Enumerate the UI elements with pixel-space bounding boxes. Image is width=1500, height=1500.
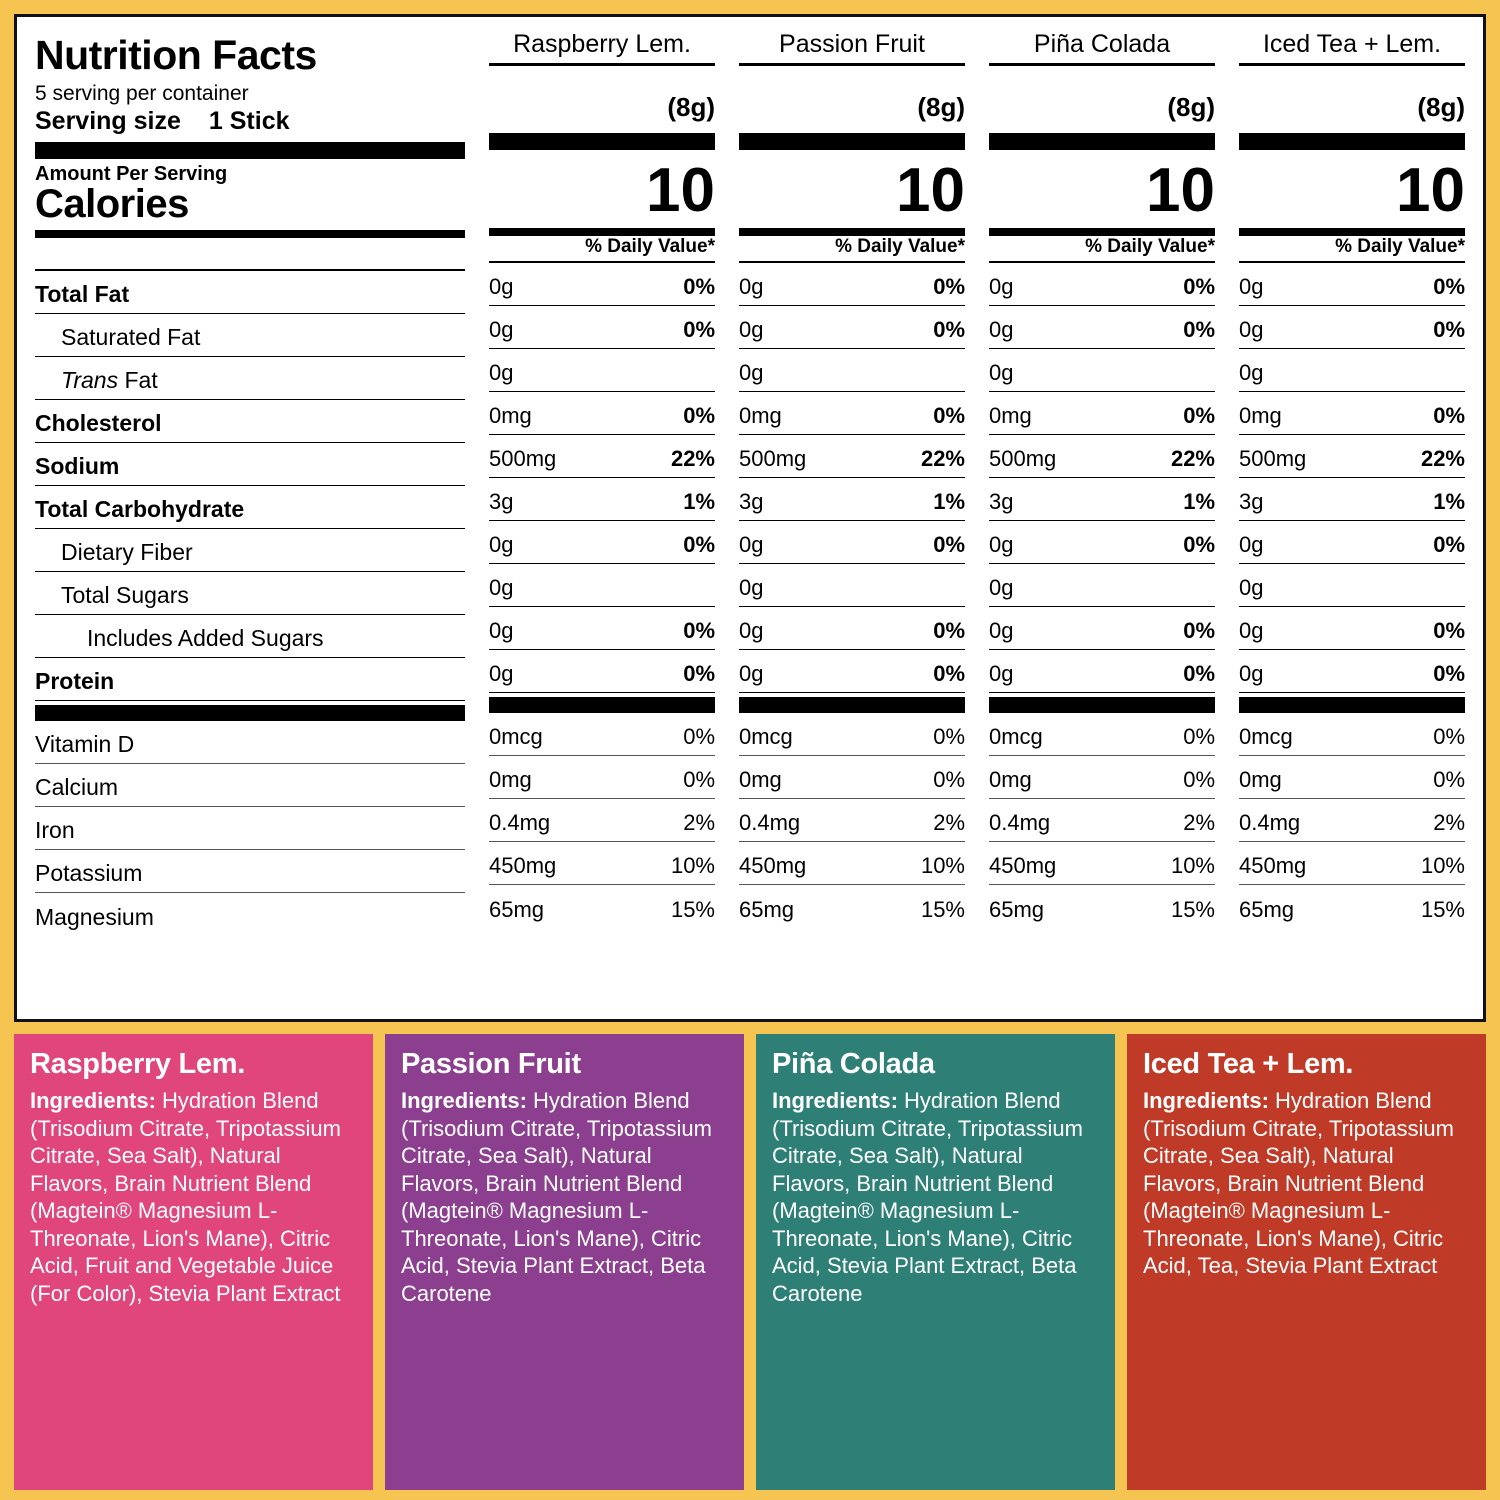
micronutrient-daily-value: 2% [1183,809,1215,835]
nutrient-value-list [989,263,1215,693]
nutrient-amount: 0g [989,660,1014,686]
serving-size-value: 1 Stick [208,107,290,136]
nutrient-value-row [1239,478,1465,521]
nutrient-value-row [739,650,965,693]
micronutrient-daily-value: 0% [933,723,965,749]
nutrient-value-row [489,607,715,650]
nutrient-amount: 0mg [989,402,1032,428]
divider-thick-top [35,142,465,159]
nutrient-label: Trans Fat [61,367,158,394]
nutrient-value-row [1239,521,1465,564]
nutrient-row [35,658,465,701]
nutrient-label: Total Sugars [61,582,189,609]
nutrient-value-row [739,306,965,349]
nutrient-value-row [989,607,1215,650]
nutrient-label: Sodium [35,453,120,480]
micronutrient-row [35,807,465,850]
nutrient-value-row [989,521,1215,564]
micronutrient-row [35,721,465,764]
nutrient-value-row [1239,564,1465,607]
nutrient-row [35,357,465,400]
ingredients-label: Ingredients: [401,1088,527,1113]
ingredient-card-title: Piña Colada [772,1048,935,1080]
nutrient-amount: 0g [989,574,1014,600]
nutrient-amount: 3g [489,488,514,514]
nutrient-row [35,529,465,572]
ingredient-card-title: Raspberry Lem. [30,1048,245,1080]
nutrient-daily-value: 22% [1170,445,1215,471]
nutrient-daily-value: 1% [683,488,715,514]
nutrient-value-row [989,392,1215,435]
nutrient-amount: 0g [489,574,514,600]
micronutrient-daily-value: 15% [670,896,715,922]
micronutrient-amount: 0mg [489,766,532,792]
micronutrient-label: Potassium [35,860,143,887]
nutrient-amount: 0g [489,531,514,557]
nutrient-daily-value: 0% [933,273,965,299]
nutrient-amount: 500mg [739,445,807,471]
nutrient-value-row [739,478,965,521]
divider-under-calories [35,230,465,238]
micronutrient-value-row [989,756,1215,799]
nutrient-value-row [489,650,715,693]
nutrient-daily-value: 0% [683,531,715,557]
nutrient-daily-value: 0% [1433,273,1465,299]
nutrient-value-row [489,306,715,349]
micronutrient-daily-value: 0% [1433,723,1465,749]
flavor-name-header: Iced Tea + Lem. [1239,31,1465,66]
micronutrient-value-row [1239,842,1465,885]
divider-thick-before-micros [35,705,465,721]
flavor-column-pina-colada [965,31,1215,1009]
nutrient-amount: 0mg [1239,402,1282,428]
nutrient-row [35,486,465,529]
micronutrient-label: Calcium [35,774,119,801]
micronutrient-amount: 450mg [1239,852,1307,878]
flavor-column-iced-tea-lemonade [1215,31,1465,1009]
calories-label: Calories [35,182,189,227]
ingredient-card [756,1034,1115,1490]
nutrition-left-column [35,31,465,1009]
micronutrient-amount: 65mg [1239,896,1295,922]
nutrient-amount: 0g [739,617,764,643]
nutrient-row [35,572,465,615]
micronutrient-amount: 0mcg [489,723,543,749]
serving-size-label: Serving size [35,107,181,136]
nutrient-amount: 0g [739,574,764,600]
nutrient-value-row [739,392,965,435]
micronutrient-daily-value: 0% [1183,766,1215,792]
nutrient-daily-value: 0% [1183,660,1215,686]
nutrient-amount: 500mg [989,445,1057,471]
nutrient-value-row [1239,650,1465,693]
micronutrient-value-row [739,799,965,842]
calories-value: 10 [646,155,715,225]
micronutrient-value-row [1239,799,1465,842]
nutrient-amount: 0g [989,316,1014,342]
servings-per-container: 5 serving per container [35,82,249,105]
nutrient-daily-value: 22% [1420,445,1465,471]
nutrient-value-row [989,435,1215,478]
nutrient-label: Cholesterol [35,410,162,437]
micronutrient-label: Vitamin D [35,731,135,758]
micronutrient-value-row [989,885,1215,928]
divider-thick-before-micros [989,697,1215,713]
micronutrient-row [35,764,465,807]
nutrient-row [35,314,465,357]
daily-value-header: % Daily Value* [1085,235,1215,257]
micronutrient-value-row [1239,756,1465,799]
nutrient-value-row [1239,306,1465,349]
calories-value: 10 [1146,155,1215,225]
micronutrient-daily-value: 0% [933,766,965,792]
ingredients-label: Ingredients: [1143,1088,1269,1113]
nutrient-label: Saturated Fat [61,324,201,351]
nutrient-amount: 3g [989,488,1014,514]
micronutrient-value-list [739,713,965,928]
micronutrient-amount: 0mg [1239,766,1282,792]
micronutrient-daily-value: 10% [1420,852,1465,878]
nutrient-amount: 0g [989,531,1014,557]
ingredient-card-list [14,1034,1486,1490]
nutrient-value-row [739,564,965,607]
nutrient-label: Dietary Fiber [61,539,193,566]
micronutrient-value-row [489,756,715,799]
nutrient-daily-value: 0% [683,617,715,643]
nutrient-amount: 0g [1239,617,1264,643]
ingredient-card [1127,1034,1486,1490]
nutrient-value-row [989,650,1215,693]
ingredient-card-title: Passion Fruit [401,1048,581,1080]
nutrient-value-row [739,349,965,392]
page-title: Nutrition Facts [35,32,317,78]
nutrient-daily-value: 0% [1433,316,1465,342]
ingredient-card [385,1034,744,1490]
nutrient-label-list [35,271,465,701]
serving-weight: (8g) [1417,91,1465,122]
micronutrient-amount: 450mg [489,852,557,878]
nutrient-value-row [739,607,965,650]
nutrient-value-row [489,263,715,306]
micronutrient-amount: 0mcg [739,723,793,749]
ingredients-label: Ingredients: [772,1088,898,1113]
micronutrient-daily-value: 10% [1170,852,1215,878]
nutrient-amount: 0g [1239,660,1264,686]
micronutrient-amount: 0.4mg [989,809,1051,835]
micronutrient-daily-value: 0% [683,766,715,792]
nutrient-value-row [489,564,715,607]
nutrient-daily-value: 0% [1183,617,1215,643]
nutrient-amount: 0g [989,273,1014,299]
nutrient-daily-value: 0% [933,660,965,686]
ingredient-card-title: Iced Tea + Lem. [1143,1048,1354,1080]
micronutrient-amount: 65mg [489,896,545,922]
micronutrient-value-row [739,842,965,885]
micronutrient-value-row [739,756,965,799]
nutrient-daily-value: 0% [1433,531,1465,557]
nutrient-amount: 0g [1239,574,1264,600]
nutrient-row [35,443,465,486]
flavor-column-raspberry-lemonade [465,31,715,1009]
serving-weight: (8g) [917,91,965,122]
nutrient-daily-value: 1% [1433,488,1465,514]
micronutrient-amount: 0.4mg [1239,809,1301,835]
flavor-name-header: Piña Colada [989,31,1215,66]
nutrient-label: Protein [35,668,115,695]
nutrient-amount: 0g [489,316,514,342]
nutrient-daily-value: 0% [683,660,715,686]
nutrient-daily-value: 0% [933,531,965,557]
nutrient-value-row [489,478,715,521]
nutrient-daily-value: 0% [1183,402,1215,428]
micronutrient-daily-value: 10% [670,852,715,878]
nutrient-amount: 0g [989,359,1014,385]
nutrient-amount: 0g [989,617,1014,643]
nutrient-daily-value: 22% [670,445,715,471]
nutrient-value-row [1239,349,1465,392]
nutrient-daily-value: 0% [1183,316,1215,342]
divider-under-calories [739,228,965,236]
ingredients-label: Ingredients: [30,1088,156,1113]
micronutrient-amount: 65mg [989,896,1045,922]
nutrient-daily-value: 0% [933,617,965,643]
nutrient-daily-value: 0% [683,402,715,428]
nutrient-value-row [489,392,715,435]
nutrient-value-row [989,349,1215,392]
nutrient-daily-value: 0% [933,316,965,342]
micronutrient-label: Iron [35,817,75,844]
divider-thick-before-micros [489,697,715,713]
nutrient-amount: 0g [1239,359,1264,385]
nutrient-amount: 0g [1239,273,1264,299]
divider-thick-before-micros [739,697,965,713]
micronutrient-daily-value: 2% [683,809,715,835]
nutrient-row [35,400,465,443]
nutrient-label: Total Carbohydrate [35,496,245,523]
nutrient-amount: 0g [489,273,514,299]
serving-weight: (8g) [1167,91,1215,122]
micronutrient-daily-value: 15% [920,896,965,922]
nutrient-daily-value: 0% [933,402,965,428]
micronutrient-daily-value: 15% [1170,896,1215,922]
nutrient-amount: 0mg [489,402,532,428]
daily-value-header: % Daily Value* [585,235,715,257]
divider-thick-top [989,133,1215,150]
ingredient-card-text: Ingredients: Hydration Blend (Trisodium Citrate, Tripotassium Citrate, Sea Salt), Natural Flavors, Brain Nutrient Blend (Magtein® Magnesium L-Threonate, Lion's Mane), Citric Acid, Stevia Plant Extract, Beta Carotene [401,1088,712,1306]
nutrient-daily-value: 1% [1183,488,1215,514]
calories-value: 10 [896,155,965,225]
nutrient-value-row [489,521,715,564]
micronutrient-value-row [739,713,965,756]
micronutrient-value-row [489,842,715,885]
nutrient-value-list [739,263,965,693]
serving-size-row [35,107,465,136]
micronutrient-daily-value: 2% [933,809,965,835]
nutrient-amount: 0g [489,617,514,643]
micronutrient-value-row [1239,885,1465,928]
micronutrient-value-list [989,713,1215,928]
nutrient-value-row [989,478,1215,521]
nutrient-daily-value: 22% [920,445,965,471]
nutrient-amount: 0g [489,660,514,686]
micronutrient-daily-value: 0% [1433,766,1465,792]
nutrient-daily-value: 1% [933,488,965,514]
micronutrient-daily-value: 2% [1433,809,1465,835]
micronutrient-daily-value: 15% [1420,896,1465,922]
nutrient-amount: 0g [489,359,514,385]
micronutrient-amount: 0mg [739,766,782,792]
micronutrient-amount: 65mg [739,896,795,922]
nutrient-value-row [489,349,715,392]
nutrient-value-row [1239,435,1465,478]
nutrient-daily-value: 0% [1433,660,1465,686]
flavor-name-header: Raspberry Lem. [489,31,715,66]
micronutrient-value-row [989,713,1215,756]
nutrient-label: Includes Added Sugars [87,625,324,652]
micronutrient-label: Magnesium [35,904,154,931]
nutrient-amount: 0g [739,273,764,299]
micronutrient-daily-value: 10% [920,852,965,878]
nutrient-amount: 0g [739,660,764,686]
flavor-column-passion-fruit [715,31,965,1009]
nutrient-label: Total Fat [35,281,130,308]
divider-under-calories [489,228,715,236]
nutrient-amount: 3g [1239,488,1264,514]
micronutrient-value-row [1239,713,1465,756]
nutrient-daily-value: 0% [683,316,715,342]
nutrient-amount: 3g [739,488,764,514]
ingredient-card-text: Ingredients: Hydration Blend (Trisodium Citrate, Tripotassium Citrate, Sea Salt), Natural Flavors, Brain Nutrient Blend (Magtein® Magnesium L-Threonate, Lion's Mane), Citric Acid, Tea, Stevia Plant Extract [1143,1088,1454,1278]
micronutrient-row [35,850,465,893]
divider-under-calories [989,228,1215,236]
micronutrient-amount: 0.4mg [489,809,551,835]
ingredient-card-text: Ingredients: Hydration Blend (Trisodium Citrate, Tripotassium Citrate, Sea Salt), Natural Flavors, Brain Nutrient Blend (Magtein® Magnesium L-Threonate, Lion's Mane), Citric Acid, Fruit and Vegetable Juice (For Color), Stevia Plant Extract [30,1088,341,1306]
nutrient-amount: 500mg [489,445,557,471]
divider-thick-top [1239,133,1465,150]
daily-value-header: % Daily Value* [1335,235,1465,257]
nutrient-daily-value: 0% [1183,273,1215,299]
nutrient-daily-value: 0% [1433,617,1465,643]
nutrient-value-list [489,263,715,693]
serving-weight: (8g) [667,91,715,122]
nutrient-value-list [1239,263,1465,693]
micronutrient-value-row [739,885,965,928]
nutrient-value-row [739,435,965,478]
nutrient-value-row [1239,392,1465,435]
nutrient-value-row [1239,263,1465,306]
micronutrient-value-row [489,713,715,756]
micronutrient-row [35,893,465,936]
nutrient-value-row [739,521,965,564]
micronutrient-value-row [489,885,715,928]
nutrient-value-row [989,306,1215,349]
divider-thick-top [739,133,965,150]
divider-under-calories [1239,228,1465,236]
nutrient-amount: 500mg [1239,445,1307,471]
nutrient-value-row [1239,607,1465,650]
nutrient-amount: 0g [739,531,764,557]
micronutrient-value-row [989,842,1215,885]
micronutrient-amount: 0mg [989,766,1032,792]
nutrient-daily-value: 0% [1433,402,1465,428]
nutrient-amount: 0g [739,359,764,385]
ingredient-card-text: Ingredients: Hydration Blend (Trisodium Citrate, Tripotassium Citrate, Sea Salt), Natural Flavors, Brain Nutrient Blend (Magtein® Magnesium L-Threonate, Lion's Mane), Citric Acid, Stevia Plant Extract, Beta Carotene [772,1088,1083,1306]
nutrient-row [35,615,465,658]
micronutrient-daily-value: 0% [1183,723,1215,749]
nutrient-daily-value: 0% [683,273,715,299]
micronutrient-amount: 0.4mg [739,809,801,835]
nutrient-daily-value: 0% [1183,531,1215,557]
micronutrient-value-row [989,799,1215,842]
daily-value-header: % Daily Value* [835,235,965,257]
micronutrient-amount: 450mg [989,852,1057,878]
micronutrient-label-list [35,721,465,936]
divider-thick-top [489,133,715,150]
dv-header-spacer-left [35,238,465,269]
micronutrient-value-list [1239,713,1465,928]
micronutrient-amount: 0mcg [989,723,1043,749]
nutrient-value-row [989,263,1215,306]
micronutrient-amount: 450mg [739,852,807,878]
calories-value: 10 [1396,155,1465,225]
micronutrient-daily-value: 0% [683,723,715,749]
nutrient-value-row [489,435,715,478]
nutrition-facts-panel [14,14,1486,1022]
micronutrient-amount: 0mcg [1239,723,1293,749]
nutrient-amount: 0g [1239,316,1264,342]
ingredient-card [14,1034,373,1490]
nutrient-row [35,271,465,314]
nutrient-amount: 0g [1239,531,1264,557]
nutrient-amount: 0mg [739,402,782,428]
divider-thick-before-micros [1239,697,1465,713]
flavor-name-header: Passion Fruit [739,31,965,66]
micronutrient-value-list [489,713,715,928]
nutrient-amount: 0g [739,316,764,342]
micronutrient-value-row [489,799,715,842]
amount-per-serving-label: Amount Per Serving [35,163,228,186]
nutrient-value-row [739,263,965,306]
nutrient-value-row [989,564,1215,607]
